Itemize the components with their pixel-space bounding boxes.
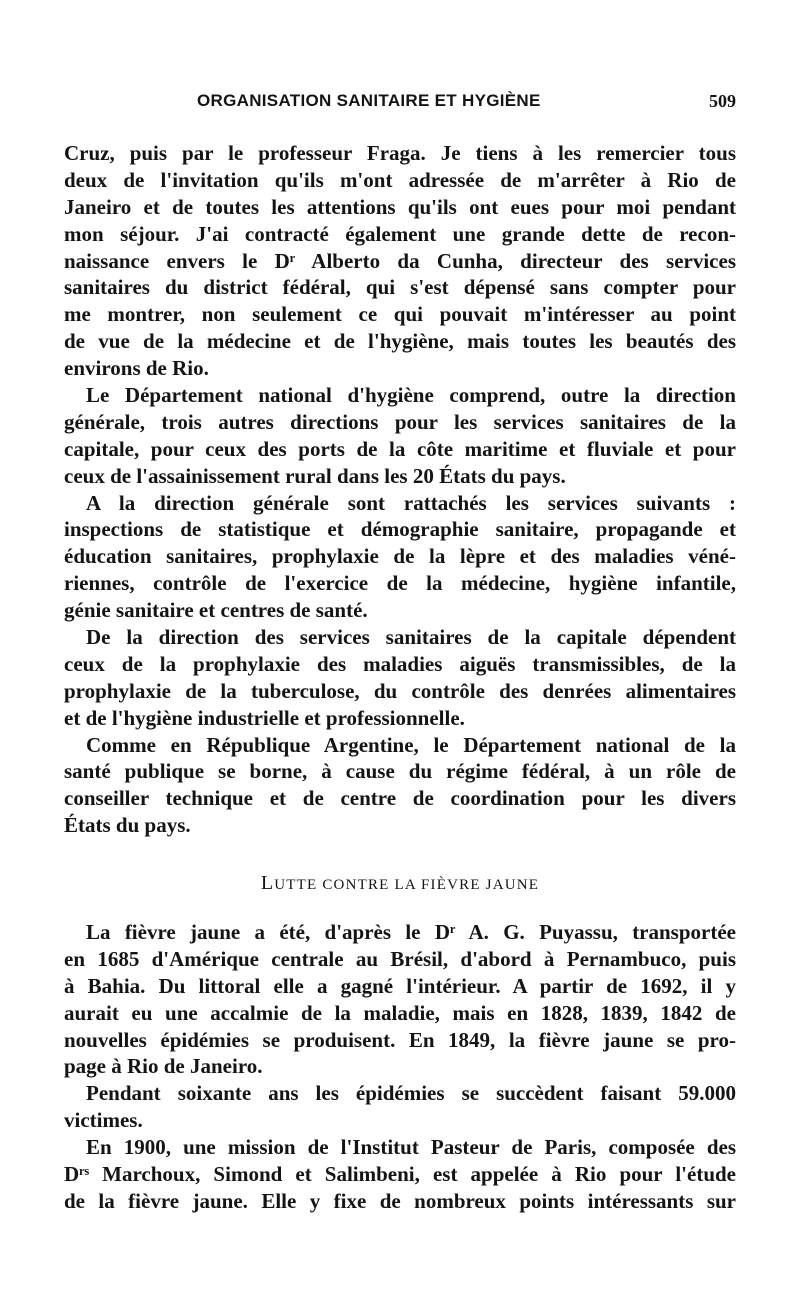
text-line: Comme en République Argentine, le Département national de la — [86, 732, 736, 757]
paragraph — [64, 919, 736, 1080]
text-line: santé publique se borne, à cause du régime fédéral, à un rôle de — [64, 759, 736, 784]
text-line: A la direction générale sont rattachés les services suivants : — [86, 490, 736, 515]
paragraph — [64, 732, 736, 840]
text-line: page à Rio de Janeiro. — [64, 1054, 263, 1079]
text-line: deux de l'invitation qu'ils m'ont adressée de m'arrêter à Rio de — [64, 167, 736, 192]
text-line: éducation sanitaires, prophylaxie de la lèpre et des maladies véné- — [64, 544, 736, 569]
body-text-section-2 — [64, 919, 736, 1215]
text-line: prophylaxie de la tuberculose, du contrôle des denrées alimentaires — [64, 678, 736, 703]
paragraph — [64, 1080, 736, 1134]
paragraph — [64, 490, 736, 624]
paragraph — [64, 140, 736, 382]
text-line: En 1900, une mission de l'Institut Pasteur de Paris, composée des — [86, 1135, 736, 1160]
text-line: De la direction des services sanitaires de la capitale dépendent — [86, 625, 736, 650]
text-line: conseiller technique et de centre de coordination pour les divers — [64, 786, 736, 811]
text-line: ceux de l'assainissement rural dans les 20 États du pays. — [64, 463, 566, 488]
text-line: de vue de la médecine et de l'hygiène, mais toutes les beautés des — [64, 329, 736, 354]
text-line: Cruz, puis par le professeur Fraga. Je tiens à les remercier tous — [64, 141, 736, 165]
running-head — [64, 88, 736, 122]
text-line: à Bahia. Du littoral elle a gagné l'intérieur. A partir de 1692, il y — [64, 973, 736, 998]
text-line: ceux de la prophylaxie des maladies aiguës transmissibles, de la — [64, 651, 736, 676]
text-line: Janeiro et de toutes les attentions qu'ils ont eues pour moi pendant — [64, 194, 736, 219]
text-line: aurait eu une accalmie de la maladie, mais en 1828, 1839, 1842 de — [64, 1000, 736, 1025]
text-line: mon séjour. J'ai contracté également une grande dette de recon- — [64, 221, 736, 246]
text-line: naissance envers le Dʳ Alberto da Cunha, directeur des services — [64, 248, 736, 273]
text-line: Pendant soixante ans les épidémies se succèdent faisant 59.000 — [86, 1081, 736, 1106]
text-line: Dʳˢ Marchoux, Simond et Salimbeni, est appelée à Rio pour l'étude — [64, 1162, 736, 1187]
paragraph — [64, 382, 736, 490]
text-line: Le Département national d'hygiène comprend, outre la direction — [86, 383, 736, 408]
text-line: capitale, pour ceux des ports de la côte maritime et fluviale et pour — [64, 436, 736, 461]
text-line: inspections de statistique et démographie sanitaire, propagande et — [64, 517, 736, 542]
running-title: ORGANISATION SANITAIRE ET HYGIÈNE — [197, 91, 541, 110]
text-line: me montrer, non seulement ce qui pouvait m'intéresser au point — [64, 302, 736, 327]
paragraph — [64, 624, 736, 732]
section-heading-initial: L — [260, 872, 275, 894]
section-heading-rest: UTTE CONTRE LA FIÈVRE JAUNE — [274, 877, 540, 893]
text-line: générale, trois autres directions pour les services sanitaires de la — [64, 409, 736, 434]
paragraph — [64, 1134, 736, 1215]
text-line: en 1685 d'Amérique centrale au Brésil, d'abord à Pernambuco, puis — [64, 946, 736, 971]
text-line: victimes. — [64, 1108, 143, 1133]
text-line: de la fièvre jaune. Elle y fixe de nombreux points intéressants sur — [64, 1188, 736, 1213]
text-line: nouvelles épidémies se produisent. En 1849, la fièvre jaune se pro- — [64, 1027, 736, 1052]
text-line: États du pays. — [64, 813, 191, 838]
section-heading — [64, 872, 736, 895]
text-line: La fièvre jaune a été, d'après le Dʳ A. G. Puyassu, transportée — [86, 920, 736, 944]
text-line: et de l'hygiène industrielle et professionnelle. — [64, 705, 465, 730]
body-text-section-1 — [64, 140, 736, 839]
text-line: environs de Rio. — [64, 356, 209, 381]
text-line: sanitaires du district fédéral, qui s'est dépensé sans compter pour — [64, 275, 736, 300]
text-line: génie sanitaire et centres de santé. — [64, 598, 368, 623]
page-number: 509 — [709, 91, 736, 111]
text-line: riennes, contrôle de l'exercice de la médecine, hygiène infantile, — [64, 571, 736, 596]
